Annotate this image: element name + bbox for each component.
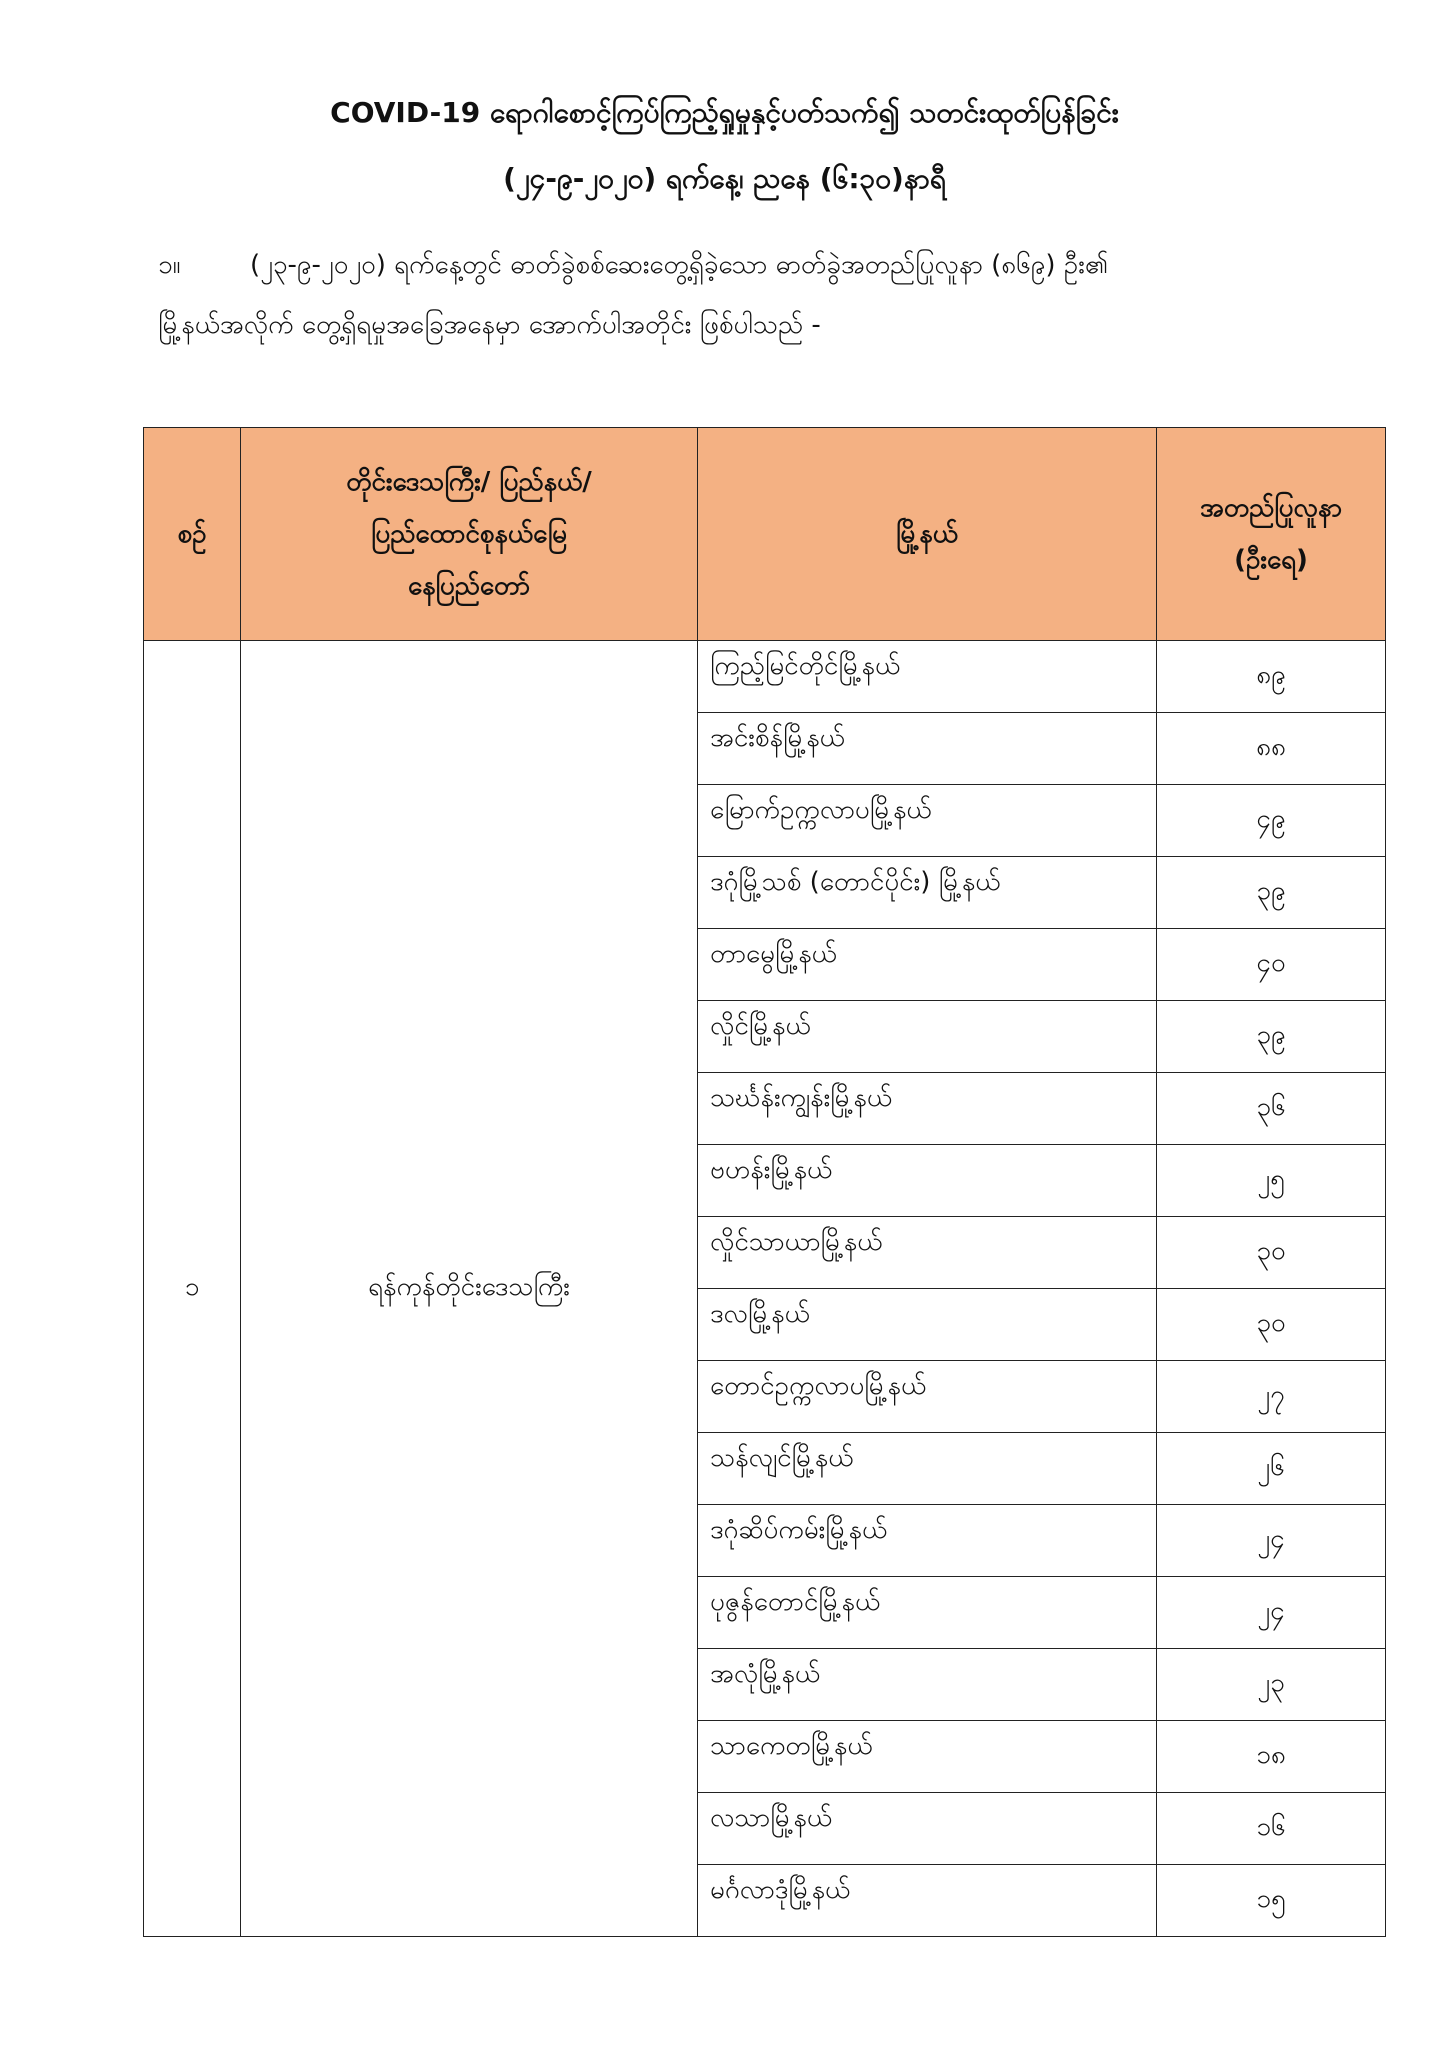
count-cell: ၈၉ bbox=[1157, 641, 1386, 713]
township-cell: တာမွေမြို့နယ် bbox=[698, 929, 1157, 1001]
count-cell: ၄၉ bbox=[1157, 785, 1386, 857]
header-region-line2: ပြည်ထောင်စုနယ်မြေ bbox=[371, 519, 567, 549]
township-cases-table bbox=[143, 427, 1386, 1937]
count-cell: ၂၄ bbox=[1157, 1505, 1386, 1577]
count-cell: ၁၈ bbox=[1157, 1721, 1386, 1793]
township-cell: သန်လျင်မြို့နယ် bbox=[698, 1433, 1157, 1505]
township-cell: အလုံမြို့နယ် bbox=[698, 1649, 1157, 1721]
township-cell: တောင်ဥက္ကလာပမြို့နယ် bbox=[698, 1361, 1157, 1433]
count-cell: ၃၆ bbox=[1157, 1073, 1386, 1145]
township-cell: မင်္ဂလာဒုံမြို့နယ် bbox=[698, 1865, 1157, 1937]
count-cell: ၃၉ bbox=[1157, 1001, 1386, 1073]
header-region-line3: နေပြည်တော် bbox=[407, 571, 531, 601]
township-cell: ဗဟန်းမြို့နယ် bbox=[698, 1145, 1157, 1217]
township-cell: ဒဂုံဆိပ်ကမ်းမြို့နယ် bbox=[698, 1505, 1157, 1577]
header-serial: စဉ် bbox=[144, 428, 241, 641]
page-title: COVID-19 ရောဂါစောင့်ကြပ်ကြည့်ရှုမှုနှင့်ပတ်သက်၍ သတင်းထုတ်ပြန်ခြင်း bbox=[330, 96, 1119, 129]
header-region-line1: တိုင်းဒေသကြီး/ ပြည်နယ်/ bbox=[346, 467, 592, 497]
township-cell: ပုဇွန်တောင်မြို့နယ် bbox=[698, 1577, 1157, 1649]
count-cell: ၈၈ bbox=[1157, 713, 1386, 785]
township-cell: လသာမြို့နယ် bbox=[698, 1793, 1157, 1865]
table-row bbox=[144, 641, 1386, 713]
township-cell: အင်းစိန်မြို့နယ် bbox=[698, 713, 1157, 785]
township-cell: သာကေတမြို့နယ် bbox=[698, 1721, 1157, 1793]
count-cell: ၁၅ bbox=[1157, 1865, 1386, 1937]
region-cell: ရန်ကုန်တိုင်းဒေသကြီး bbox=[241, 641, 698, 1937]
township-cell: သင်္ဃန်းကျွန်းမြို့နယ် bbox=[698, 1073, 1157, 1145]
table-body bbox=[144, 641, 1386, 1937]
table-header-row bbox=[144, 428, 1386, 641]
paragraph-text-line1: (၂၃-၉-၂၀၂၀) ရက်နေ့တွင် ဓာတ်ခွဲစစ်ဆေးတွေ့ရှိခဲ့သော ဓာတ်ခွဲအတည်ပြုလူနာ (၈၆၉) ဦး၏ bbox=[250, 250, 1108, 280]
paragraph-number: ၁။ bbox=[158, 250, 181, 280]
header-patients-line1: အတည်ပြုလူနာ bbox=[1199, 493, 1343, 523]
township-cell: မြောက်ဥက္ကလာပမြို့နယ် bbox=[698, 785, 1157, 857]
page-subtitle-date: (၂၄-၉-၂၀၂၀) ရက်နေ့၊ ညနေ (၆:၃၀)နာရီ bbox=[503, 162, 946, 195]
header-patients bbox=[1157, 428, 1386, 641]
township-cell: ကြည့်မြင်တိုင်မြို့နယ် bbox=[698, 641, 1157, 713]
count-cell: ၂၃ bbox=[1157, 1649, 1386, 1721]
township-cell: ဒလမြို့နယ် bbox=[698, 1289, 1157, 1361]
count-cell: ၃၀ bbox=[1157, 1217, 1386, 1289]
header-township: မြို့နယ် bbox=[698, 428, 1157, 641]
township-cell: ဒဂုံမြို့သစ် (တောင်ပိုင်း) မြို့နယ် bbox=[698, 857, 1157, 929]
header-patients-line2: (ဦးရေ) bbox=[1234, 545, 1308, 575]
count-cell: ၃၉ bbox=[1157, 857, 1386, 929]
count-cell: ၃၀ bbox=[1157, 1289, 1386, 1361]
count-cell: ၂၇ bbox=[1157, 1361, 1386, 1433]
township-cell: လှိုင်သာယာမြို့နယ် bbox=[698, 1217, 1157, 1289]
serial-cell: ၁ bbox=[144, 641, 241, 1937]
count-cell: ၂၅ bbox=[1157, 1145, 1386, 1217]
township-cell: လှိုင်မြို့နယ် bbox=[698, 1001, 1157, 1073]
count-cell: ၁၆ bbox=[1157, 1793, 1386, 1865]
header-region bbox=[241, 428, 698, 641]
intro-paragraph-line1 bbox=[158, 236, 1388, 294]
count-cell: ၂၆ bbox=[1157, 1433, 1386, 1505]
count-cell: ၄၀ bbox=[1157, 929, 1386, 1001]
count-cell: ၂၄ bbox=[1157, 1577, 1386, 1649]
intro-paragraph-line2: မြို့နယ်အလိုက် တွေ့ရှိရမှုအခြေအနေမှာ အောက်ပါအတိုင်း ဖြစ်ပါသည် - bbox=[158, 310, 821, 340]
